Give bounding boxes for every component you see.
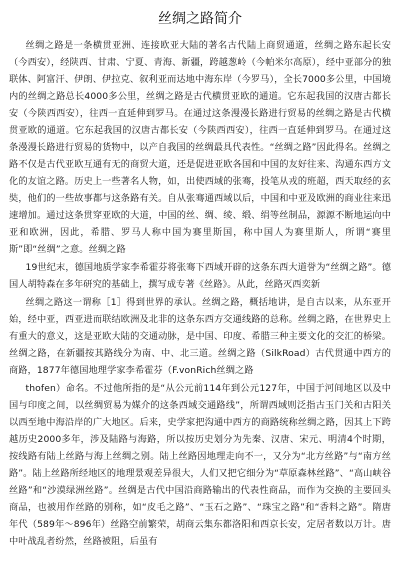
paragraph-3: 丝绸之路这一谓称［1］得到世界的承认。丝绸之路，概括地讲，是自古以来，从东亚开始，经中亚，西亚进而联结欧洲及北非的这条东西方交通线路的总称。丝绸之路，在世界史上有重大的意义，这是亚欧大陆的交通动脉，是中国、印度、希腊三种主要文化的交汇的桥梁。丝绸之路，在新疆按其路线分为南、中、北三道。丝绸之路（SilkRoad）古代贯通中西方的商路，1877年德国地理学家李希霍芬（F.vonRich丝绸之路 bbox=[9, 297, 391, 376]
paragraph-2: 19世纪末，德国地质学家李希霍芬将张骞下西域开辟的这条东西大道誉为“丝绸之路”。德国人胡特森在多年研究的基础上，撰写成专著《丝路》。从此，丝路灭西奕新 bbox=[9, 262, 391, 290]
document-title: 丝绸之路简介 bbox=[158, 11, 242, 27]
paragraph-4: thofen）命名。不过他所指的是“从公元前114年到公元127年，中国于河间地区以及中国与印度之间，以丝绸贸易为媒介的这条西域交通路线”，所谓西域则泛指古玉门关和古阳关以西至地中海沿岸的广大地区。后来，史学家把沟通中西方的商路统称丝绸之路，因其上下跨越历史2000多年，涉及陆路与海路，所以按历史划分为先秦、汉唐、宋元、明清4个时期，按线路有陆上丝路与海上丝绸之别。陆上丝路因地理走向不一，又分为“北方丝路”与“南方丝路”。陆上丝路所经地区的地理景观差异很大，人们又把它细分为“草原森林丝路”、“高山峡谷丝路”和“沙漠绿洲丝路”。丝绸是古代中国沿商路输出的代表性商品，而作为交换的主要回头商品，也被用作丝路的别称，如“皮毛之路”、“玉石之路”、“珠宝之路”和“香料之路”。隋唐年代（589年～896年）丝路空前繁荣，胡商云集东都洛阳和西京长安，定居者数以万计。唐中叶战乱者纷然，丝路被阻，后虽有 bbox=[9, 383, 391, 547]
paragraph-1: 丝绸之路是一条横贯亚洲、连接欧亚大陆的著名古代陆上商贸通道，丝绸之路东起长安（今西安），经陕西、甘肃、宁夏、青海、新疆，跨越葱岭（今帕米尔高原），经中亚部分的独联体、阿富汗、伊朗、伊拉克、叙利亚而达地中海东岸（今罗马），全长7000多公里，中国境内的丝绸之路总长4000多公里，丝绸之路是古代横贯亚欧的通道。它东起我国的汉唐古都长安（今陕西西安），往西一直延伸到罗马。在通过这条漫漫长路进行贸易的丝绸之路是古代横贯亚欧的通道。它东起我国的汉唐古都长安（今陕西西安），往西一直延伸到罗马。在通过这条漫漫长路进行贸易的货物中，以产自我国的丝绸最具代表性。“丝绸之路”因此得名。丝绸之路不仅是古代亚欧互通有无的商贸大道，还是促进亚欧各国和中国的友好往来、沟通东西方文化的友谊之路。历史上一些著名人物，如，出使西域的张骞，投笔从戎的班超，西天取经的玄奘，他们的一些故事都与这条路有关。自从张骞通西域以后，中国和中亚及欧洲的商业往来迅速增加。通过这条贯穿亚欧的大道，中国的丝、绸、绫、缎、绢等丝制品，源源不断地运向中亚和欧洲，因此，希腊、罗马人称中国为赛里斯国，称中国人为赛里斯人，所谓“赛里斯”即“丝绸”之意。丝绸之路 bbox=[9, 40, 391, 255]
